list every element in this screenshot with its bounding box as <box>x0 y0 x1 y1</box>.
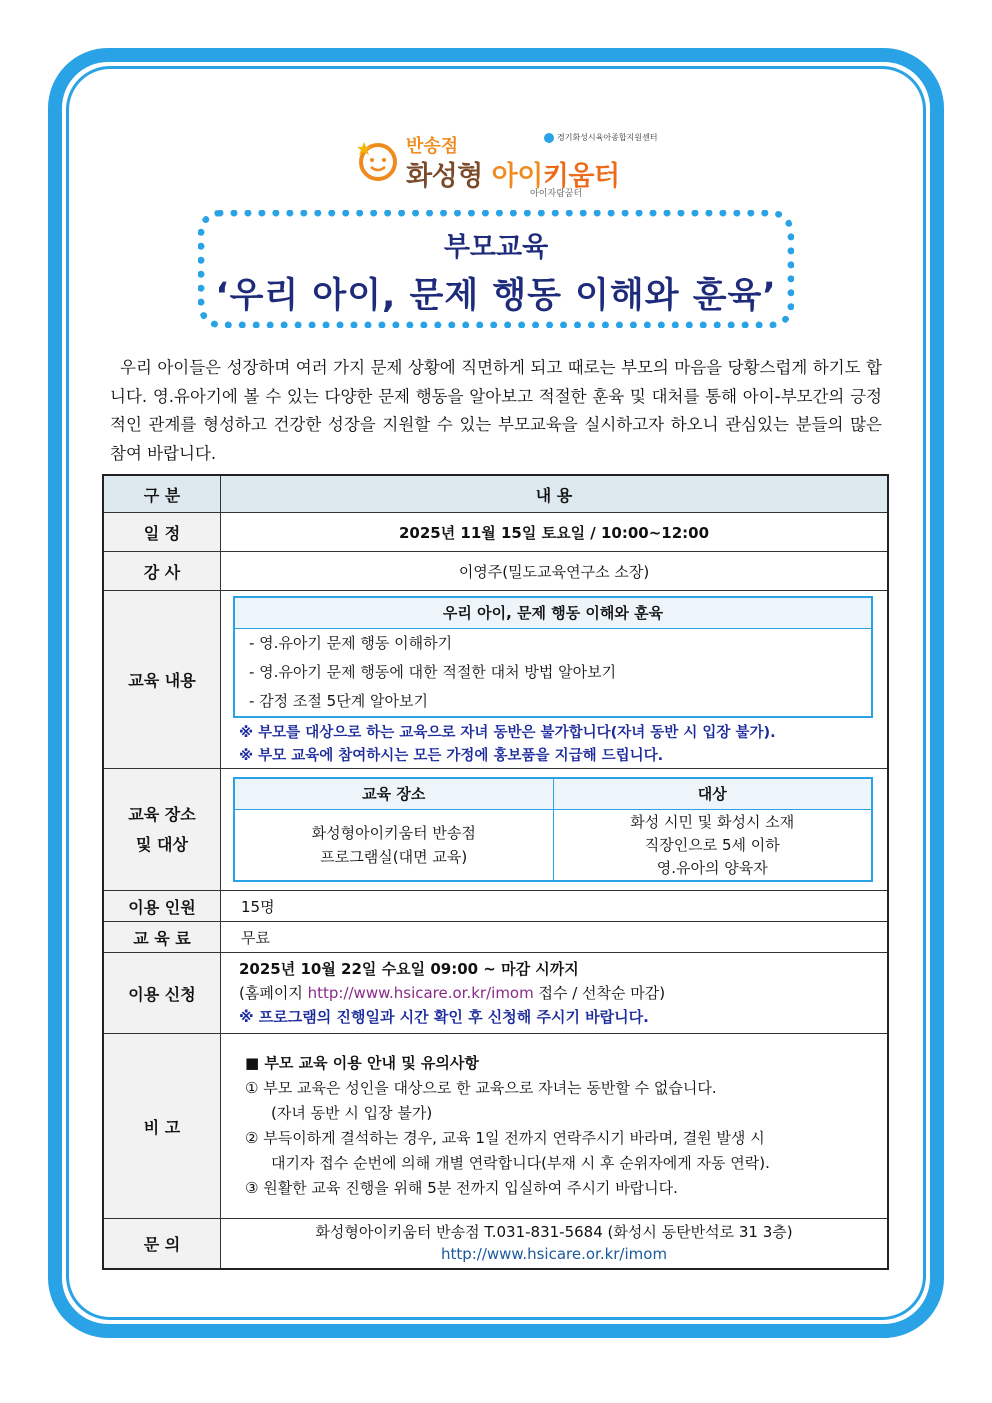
contact-link[interactable]: http://www.hsicare.or.kr/imom <box>440 1245 668 1264</box>
contact-info: 화성형아이키움터 반송점 T.031-831-5684 (화성시 동탄반석로 31 3층) <box>315 1223 793 1242</box>
apply-label: 이용 신청 <box>103 953 221 1034</box>
capacity-value: 15명 <box>221 891 889 922</box>
table-row <box>103 769 888 891</box>
lecturer-value: 이영주(밀도교육연구소 소장) <box>221 552 889 591</box>
place-value: 화성형아이키움터 반송점 프로그램실(대면 교육) <box>234 809 553 881</box>
title-box <box>198 210 794 328</box>
table-row <box>103 591 888 769</box>
fee-value: 무료 <box>221 922 889 953</box>
target-header: 대상 <box>553 778 872 810</box>
header-content: 내 용 <box>221 475 889 513</box>
apply-cell <box>221 953 889 1034</box>
schedule-value: 2025년 11월 15일 토요일 / 10:00~12:00 <box>221 513 889 552</box>
table-header-row <box>103 475 888 513</box>
logo-name: 화성형 아이키움터 <box>406 161 620 192</box>
content-label: 교육 내용 <box>103 591 221 769</box>
table-row <box>103 922 888 953</box>
notes-cell <box>221 1034 889 1219</box>
content-note: ※ 부모 교육에 참여하시는 모든 가정에 홍보품을 지급해 드립니다. <box>239 748 664 764</box>
table-row <box>103 513 888 552</box>
child-face-icon <box>356 138 400 182</box>
notes-item: ② 부득이하게 결석하는 경우, 교육 1일 전까지 연락주시기 바라며, 결원 발생 시 <box>245 1129 765 1147</box>
table-row <box>103 552 888 591</box>
notes-item: (자녀 동반 시 입장 불가) <box>271 1104 433 1122</box>
capacity-label: 이용 인원 <box>103 891 221 922</box>
apply-method: (홈페이지 http://www.hsicare.or.kr/imom 접수 / 선착순 마감) <box>239 984 666 1002</box>
content-box <box>233 596 873 718</box>
notes-label: 비 고 <box>103 1034 221 1219</box>
org-icon <box>544 133 554 143</box>
header-label: 구 분 <box>103 475 221 513</box>
notes-item: 대기자 접수 순번에 의해 개별 연락합니다(부재 시 후 순위자에게 자동 연락). <box>271 1154 770 1172</box>
apply-note: ※ 프로그램의 진행일과 시간 확인 후 신청해 주시기 바랍니다. <box>239 1008 649 1026</box>
notes-item: ① 부모 교육은 성인을 대상으로 한 교육으로 자녀는 동반할 수 없습니다. <box>245 1079 717 1097</box>
notes-item: ③ 원활한 교육 진행을 위해 5분 전까지 입실하여 주시기 바랍니다. <box>245 1179 678 1197</box>
content-item: - 감정 조절 5단계 알아보기 <box>249 692 428 710</box>
schedule-label: 일 정 <box>103 513 221 552</box>
apply-link[interactable]: http://www.hsicare.or.kr/imom <box>307 984 534 1002</box>
table-row <box>103 891 888 922</box>
title-big: ‘우리 아이, 문제 행동 이해와 훈육’ <box>215 276 777 316</box>
content-note: ※ 부모를 대상으로 하는 교육으로 자녀 동반은 불가합니다(자녀 동반 시 입장 불가). <box>239 725 776 741</box>
info-table <box>102 474 889 1270</box>
place-cell <box>221 769 889 891</box>
target-value: 화성 시민 및 화성시 소재 직장인으로 5세 이하 영.유아의 양육자 <box>553 809 872 881</box>
content-cell <box>221 591 889 769</box>
lecturer-label: 강 사 <box>103 552 221 591</box>
notes-title: ■ 부모 교육 이용 안내 및 유의사항 <box>245 1054 479 1072</box>
table-row <box>103 953 888 1034</box>
content-item: - 영.유아기 문제 행동에 대한 적절한 대처 방법 알아보기 <box>249 663 617 681</box>
contact-cell <box>221 1219 889 1269</box>
logo-branch: 반송점 <box>406 136 459 157</box>
place-label: 교육 장소 및 대상 <box>103 769 221 891</box>
fee-label: 교 육 료 <box>103 922 221 953</box>
table-row <box>103 1219 888 1269</box>
logo-sub: 아이자람꿈터 <box>530 189 583 199</box>
logo-org: 경기화성시육아종합지원센터 <box>544 132 657 143</box>
content-title: 우리 아이, 문제 행동 이해와 훈육 <box>235 598 871 629</box>
center-logo <box>352 124 658 199</box>
title-small: 부모교육 <box>443 232 549 263</box>
place-table <box>233 777 873 883</box>
contact-label: 문 의 <box>103 1219 221 1269</box>
place-header: 교육 장소 <box>234 778 553 810</box>
table-row <box>103 1034 888 1219</box>
content-item: - 영.유아기 문제 행동 이해하기 <box>249 634 453 652</box>
apply-date: 2025년 10월 22일 수요일 09:00 ~ 마감 시까지 <box>239 960 579 978</box>
intro-paragraph: 우리 아이들은 성장하며 여러 가지 문제 상황에 직면하게 되고 때로는 부모의 마음을 당황스럽게 하기도 합니다. 영.유아기에 볼 수 있는 다양한 문제 행동을 알아보고 적절한 훈육 및 대처를 통해 아이-부모간의 긍정적인 관계를 형성하고 건강한 성장을 지원할 수 있는 부모교육을 실시하고자 하오니 관심있는 분들의 많은 참여 바랍니다. <box>110 358 882 463</box>
